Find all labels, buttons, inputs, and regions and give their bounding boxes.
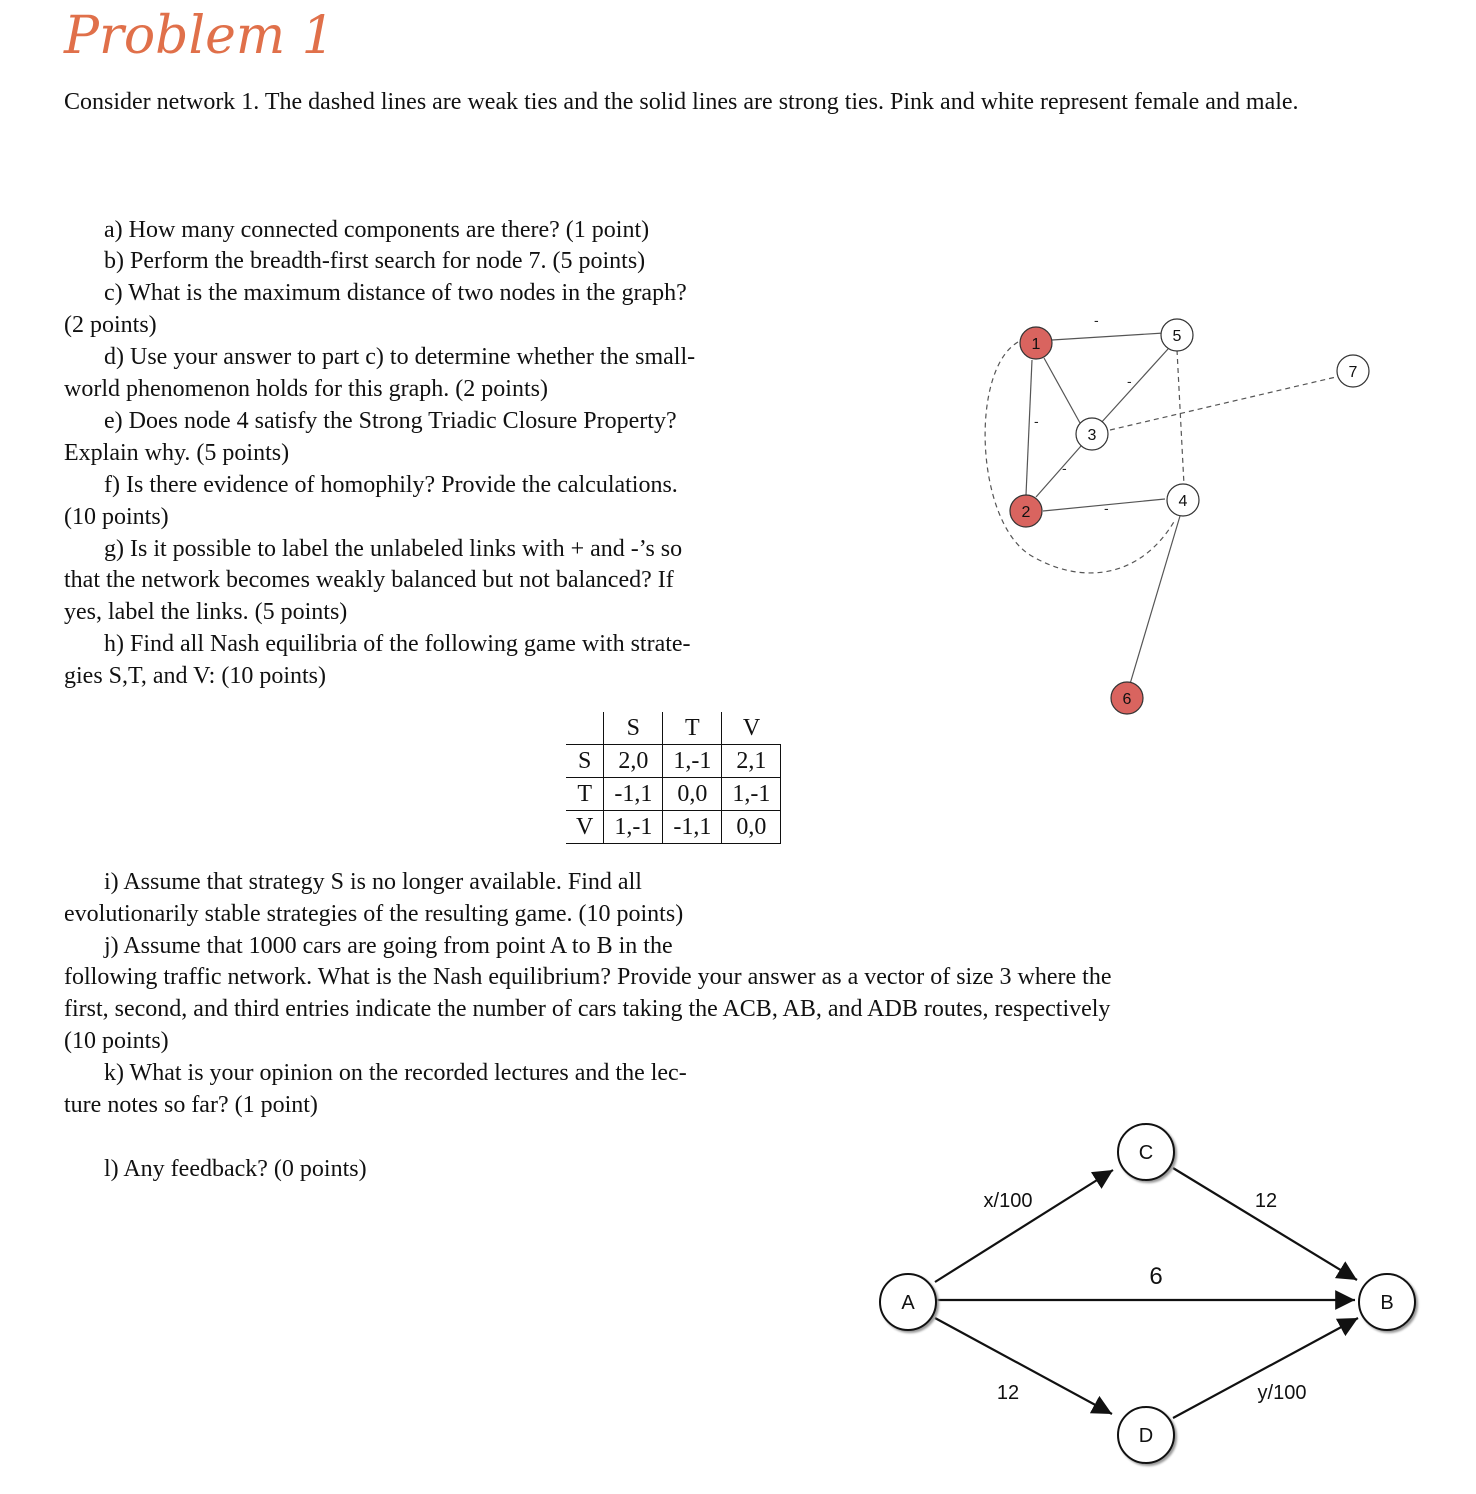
node-label: 7	[1348, 364, 1358, 381]
payoff-cell: -1,1	[663, 811, 722, 844]
question-h-cont: gies S,T, and V: (10 points)	[64, 663, 326, 689]
payoff-cell: 0,0	[722, 811, 781, 844]
question-g-cont2: yes, label the links. (5 points)	[64, 599, 348, 625]
payoff-cell: 1,-1	[722, 778, 781, 811]
question-i-cont: evolutionarily stable strategies of the resulting game. (10 points)	[64, 901, 684, 927]
payoff-cell: 1,-1	[663, 745, 722, 778]
node-label: 5	[1172, 328, 1182, 345]
node-label-A: A	[901, 1292, 915, 1314]
payoff-cell: 1,-1	[604, 811, 663, 844]
question-j-cont2: first, second, and third entries indicate the number of cars taking the ACB, AB, and ADB routes, respectively	[64, 996, 1111, 1022]
payoff-cell: 2,0	[604, 745, 663, 778]
payoff-cell: 2,1	[722, 745, 781, 778]
payoff-cell: 0,0	[663, 778, 722, 811]
edge-A-C	[935, 1170, 1113, 1282]
payoff-row-label: V	[566, 811, 604, 844]
question-a: a) How many connected components are there? (1 point)	[104, 217, 650, 243]
question-j-cont1: following traffic network. What is the Nash equilibrium? Provide your answer as a vector of size 3 where the	[64, 964, 1112, 990]
edge-sign: -	[1034, 413, 1039, 429]
edge-A-D	[935, 1318, 1112, 1414]
question-d-cont: world phenomenon holds for this graph. (2 points)	[64, 376, 548, 402]
edge-label-CB: 12	[1254, 1190, 1278, 1212]
question-f-cont: (10 points)	[64, 504, 169, 530]
node-label: 3	[1087, 427, 1097, 444]
edge-C-B	[1173, 1168, 1357, 1280]
payoff-row-label: S	[566, 745, 604, 778]
payoff-col-header: S	[604, 712, 663, 745]
node-label-C: C	[1138, 1142, 1154, 1164]
edge-sign: -	[1062, 460, 1067, 476]
question-e: e) Does node 4 satisfy the Strong Triadic Closure Property?	[104, 408, 677, 434]
edge-sign: -	[1127, 373, 1132, 389]
edge-sign: -	[1094, 312, 1099, 328]
node-label: 6	[1122, 691, 1132, 708]
edge-label-AC: x/100	[983, 1190, 1033, 1212]
payoff-col-header: T	[663, 712, 722, 745]
edge-label-AB: 6	[1149, 1263, 1163, 1290]
node-label-D: D	[1138, 1425, 1154, 1447]
payoff-col-header: V	[722, 712, 781, 745]
node-label: 1	[1031, 336, 1041, 353]
question-j: j) Assume that 1000 cars are going from point A to B in the	[104, 933, 673, 959]
question-g: g) Is it possible to label the unlabeled links with + and -’s so	[104, 536, 683, 562]
question-e-cont: Explain why. (5 points)	[64, 440, 290, 466]
question-i: i) Assume that strategy S is no longer available. Find all	[104, 869, 642, 895]
question-c-cont: (2 points)	[64, 312, 157, 338]
node-label-B: B	[1380, 1292, 1394, 1314]
question-k-cont: ture notes so far? (1 point)	[64, 1092, 318, 1118]
question-h: h) Find all Nash equilibria of the following game with strate-	[104, 631, 691, 657]
question-c: c) What is the maximum distance of two nodes in the graph?	[104, 280, 687, 306]
payoff-cell: -1,1	[604, 778, 663, 811]
question-b: b) Perform the breadth-first search for node 7. (5 points)	[104, 248, 646, 274]
question-g-cont1: that the network becomes weakly balanced but not balanced? If	[64, 567, 674, 593]
question-l: l) Any feedback? (0 points)	[104, 1156, 367, 1182]
node-label: 4	[1178, 493, 1188, 510]
page-title: Problem 1	[64, 6, 335, 66]
node-label: 2	[1021, 504, 1031, 521]
question-j-cont3: (10 points)	[64, 1028, 169, 1054]
edge-sign: -	[1104, 500, 1109, 516]
question-f: f) Is there evidence of homophily? Provide the calculations.	[104, 472, 678, 498]
payoff-row-label: T	[566, 778, 604, 811]
edge-label-DB: y/100	[1257, 1382, 1307, 1404]
question-d: d) Use your answer to part c) to determine whether the small-	[104, 344, 696, 370]
question-k: k) What is your opinion on the recorded lectures and the lec-	[104, 1060, 687, 1086]
edge-label-AD: 12	[996, 1382, 1020, 1404]
intro-paragraph: Consider network 1. The dashed lines are weak ties and the solid lines are strong ties. Pink and white represent female and male.	[64, 89, 1299, 115]
